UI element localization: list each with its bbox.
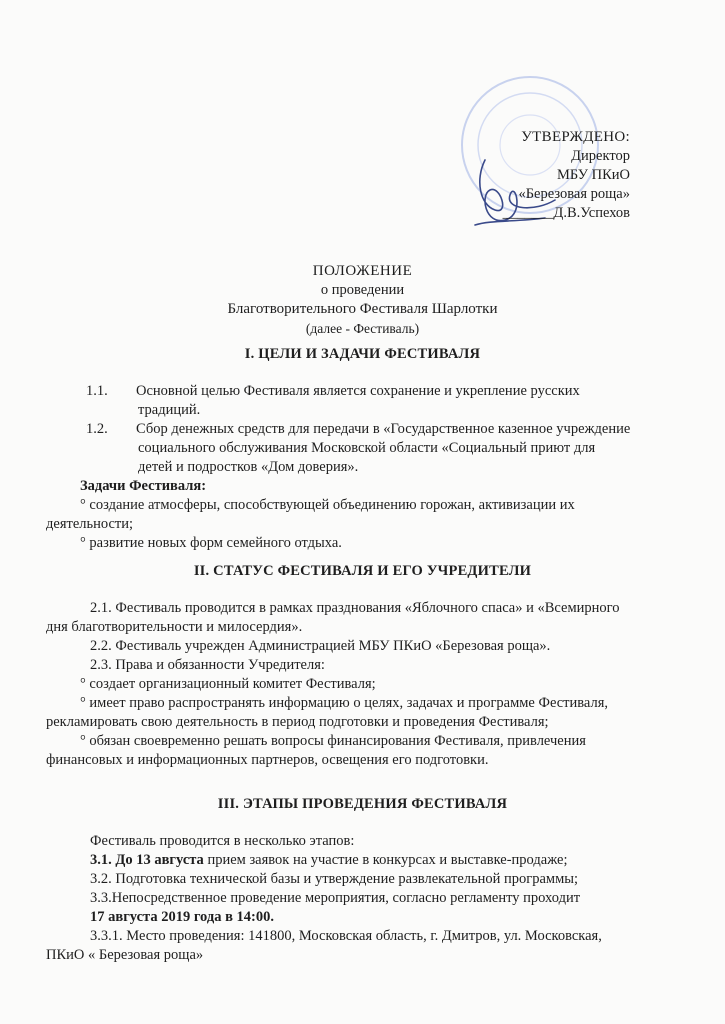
- bullet-2-3-1: ° создает организационный комитет Фестиваля;: [80, 676, 376, 692]
- task-1: ° создание атмосферы, способствующей объединению горожан, активизации их: [80, 497, 575, 513]
- item-1-2-number: 1.2.: [86, 421, 108, 437]
- bullet-2-3-3-cont: финансовых и информационных партнеров, освещения его подготовки.: [46, 752, 489, 768]
- para-3-3-1: 3.3.1. Место проведения: 141800, Московская область, г. Дмитров, ул. Московская,: [90, 928, 602, 944]
- approval-signer: _______Д.В.Успехов: [502, 205, 630, 221]
- task-1-cont: деятельности;: [46, 516, 134, 532]
- title-line-2: о проведении: [320, 282, 405, 298]
- approval-block: [503, 128, 630, 223]
- section-3-intro: Фестиваль проводится в несколько этапов:: [90, 833, 355, 849]
- approval-position: Директор: [571, 148, 630, 164]
- bullet-2-3-2-cont: рекламировать свою деятельность в период подготовки и проведения Фестиваля;: [46, 714, 549, 730]
- item-1-1-number: 1.1.: [86, 383, 108, 399]
- task-2: ° развитие новых форм семейного отдыха.: [80, 535, 342, 551]
- title-line-4: (далее - Фестиваль): [305, 321, 420, 336]
- section-2-heading: II. СТАТУС ФЕСТИВАЛЯ И ЕГО УЧРЕДИТЕЛИ: [193, 563, 532, 579]
- item-1-2: [86, 420, 630, 439]
- approval-organization: МБУ ПКиО: [557, 167, 630, 183]
- document-title: [0, 262, 725, 338]
- bullet-2-3-3: ° обязан своевременно решать вопросы финансирования Фестиваля, привлечения: [80, 733, 586, 749]
- tasks-label: Задачи Фестиваля:: [80, 478, 207, 494]
- section-1-heading: I. ЦЕЛИ И ЗАДАЧИ ФЕСТИВАЛЯ: [244, 346, 481, 362]
- para-3-1-deadline: 3.1. До 13 августа: [90, 852, 204, 868]
- para-3-3: 3.3.Непосредственное проведение мероприятия, согласно регламенту проходит: [90, 890, 581, 906]
- para-2-2: 2.2. Фестиваль учрежден Администрацией МБУ ПКиО «Березовая роща».: [90, 638, 551, 654]
- para-3-1-text: прием заявок на участие в конкурсах и выставке-продаже;: [203, 852, 568, 868]
- para-2-3: 2.3. Права и обязанности Учредителя:: [90, 657, 325, 673]
- para-3-2: 3.2. Подготовка технической базы и утверждение развлекательной программы;: [90, 871, 579, 887]
- title-line-1: ПОЛОЖЕНИЕ: [312, 263, 413, 279]
- para-3-3-1-cont: ПКиО « Березовая роща»: [46, 947, 204, 963]
- para-2-1-cont: дня благотворительности и милосердия».: [46, 619, 303, 635]
- item-1-2-cont-1: социального обслуживания Московской области «Социальный приют для: [138, 440, 596, 456]
- item-1-1: [86, 382, 580, 401]
- approval-heading: УТВЕРЖДЕНО:: [521, 129, 630, 145]
- para-3-3-date: 17 августа 2019 года в 14:00.: [90, 909, 275, 925]
- section-3-heading: III. ЭТАПЫ ПРОВЕДЕНИЯ ФЕСТИВАЛЯ: [217, 796, 508, 812]
- item-1-1-text: Основной целью Фестиваля является сохранение и укрепление русских: [136, 383, 580, 399]
- bullet-2-3-2: ° имеет право распространять информацию о целях, задачах и программе Фестиваля,: [80, 695, 609, 711]
- item-1-1-cont: традиций.: [138, 402, 201, 418]
- para-2-1: 2.1. Фестиваль проводится в рамках празднования «Яблочного спаса» и «Всемирного: [90, 600, 620, 616]
- title-line-3: Благотворительного Фестиваля Шарлотки: [227, 301, 498, 317]
- item-1-2-cont-2: детей и подростков «Дом доверия».: [138, 459, 359, 475]
- item-1-2-text: Сбор денежных средств для передачи в «Государственное казенное учреждение: [136, 421, 631, 437]
- approval-park: «Березовая роща»: [518, 186, 630, 202]
- para-3-1: [90, 851, 568, 870]
